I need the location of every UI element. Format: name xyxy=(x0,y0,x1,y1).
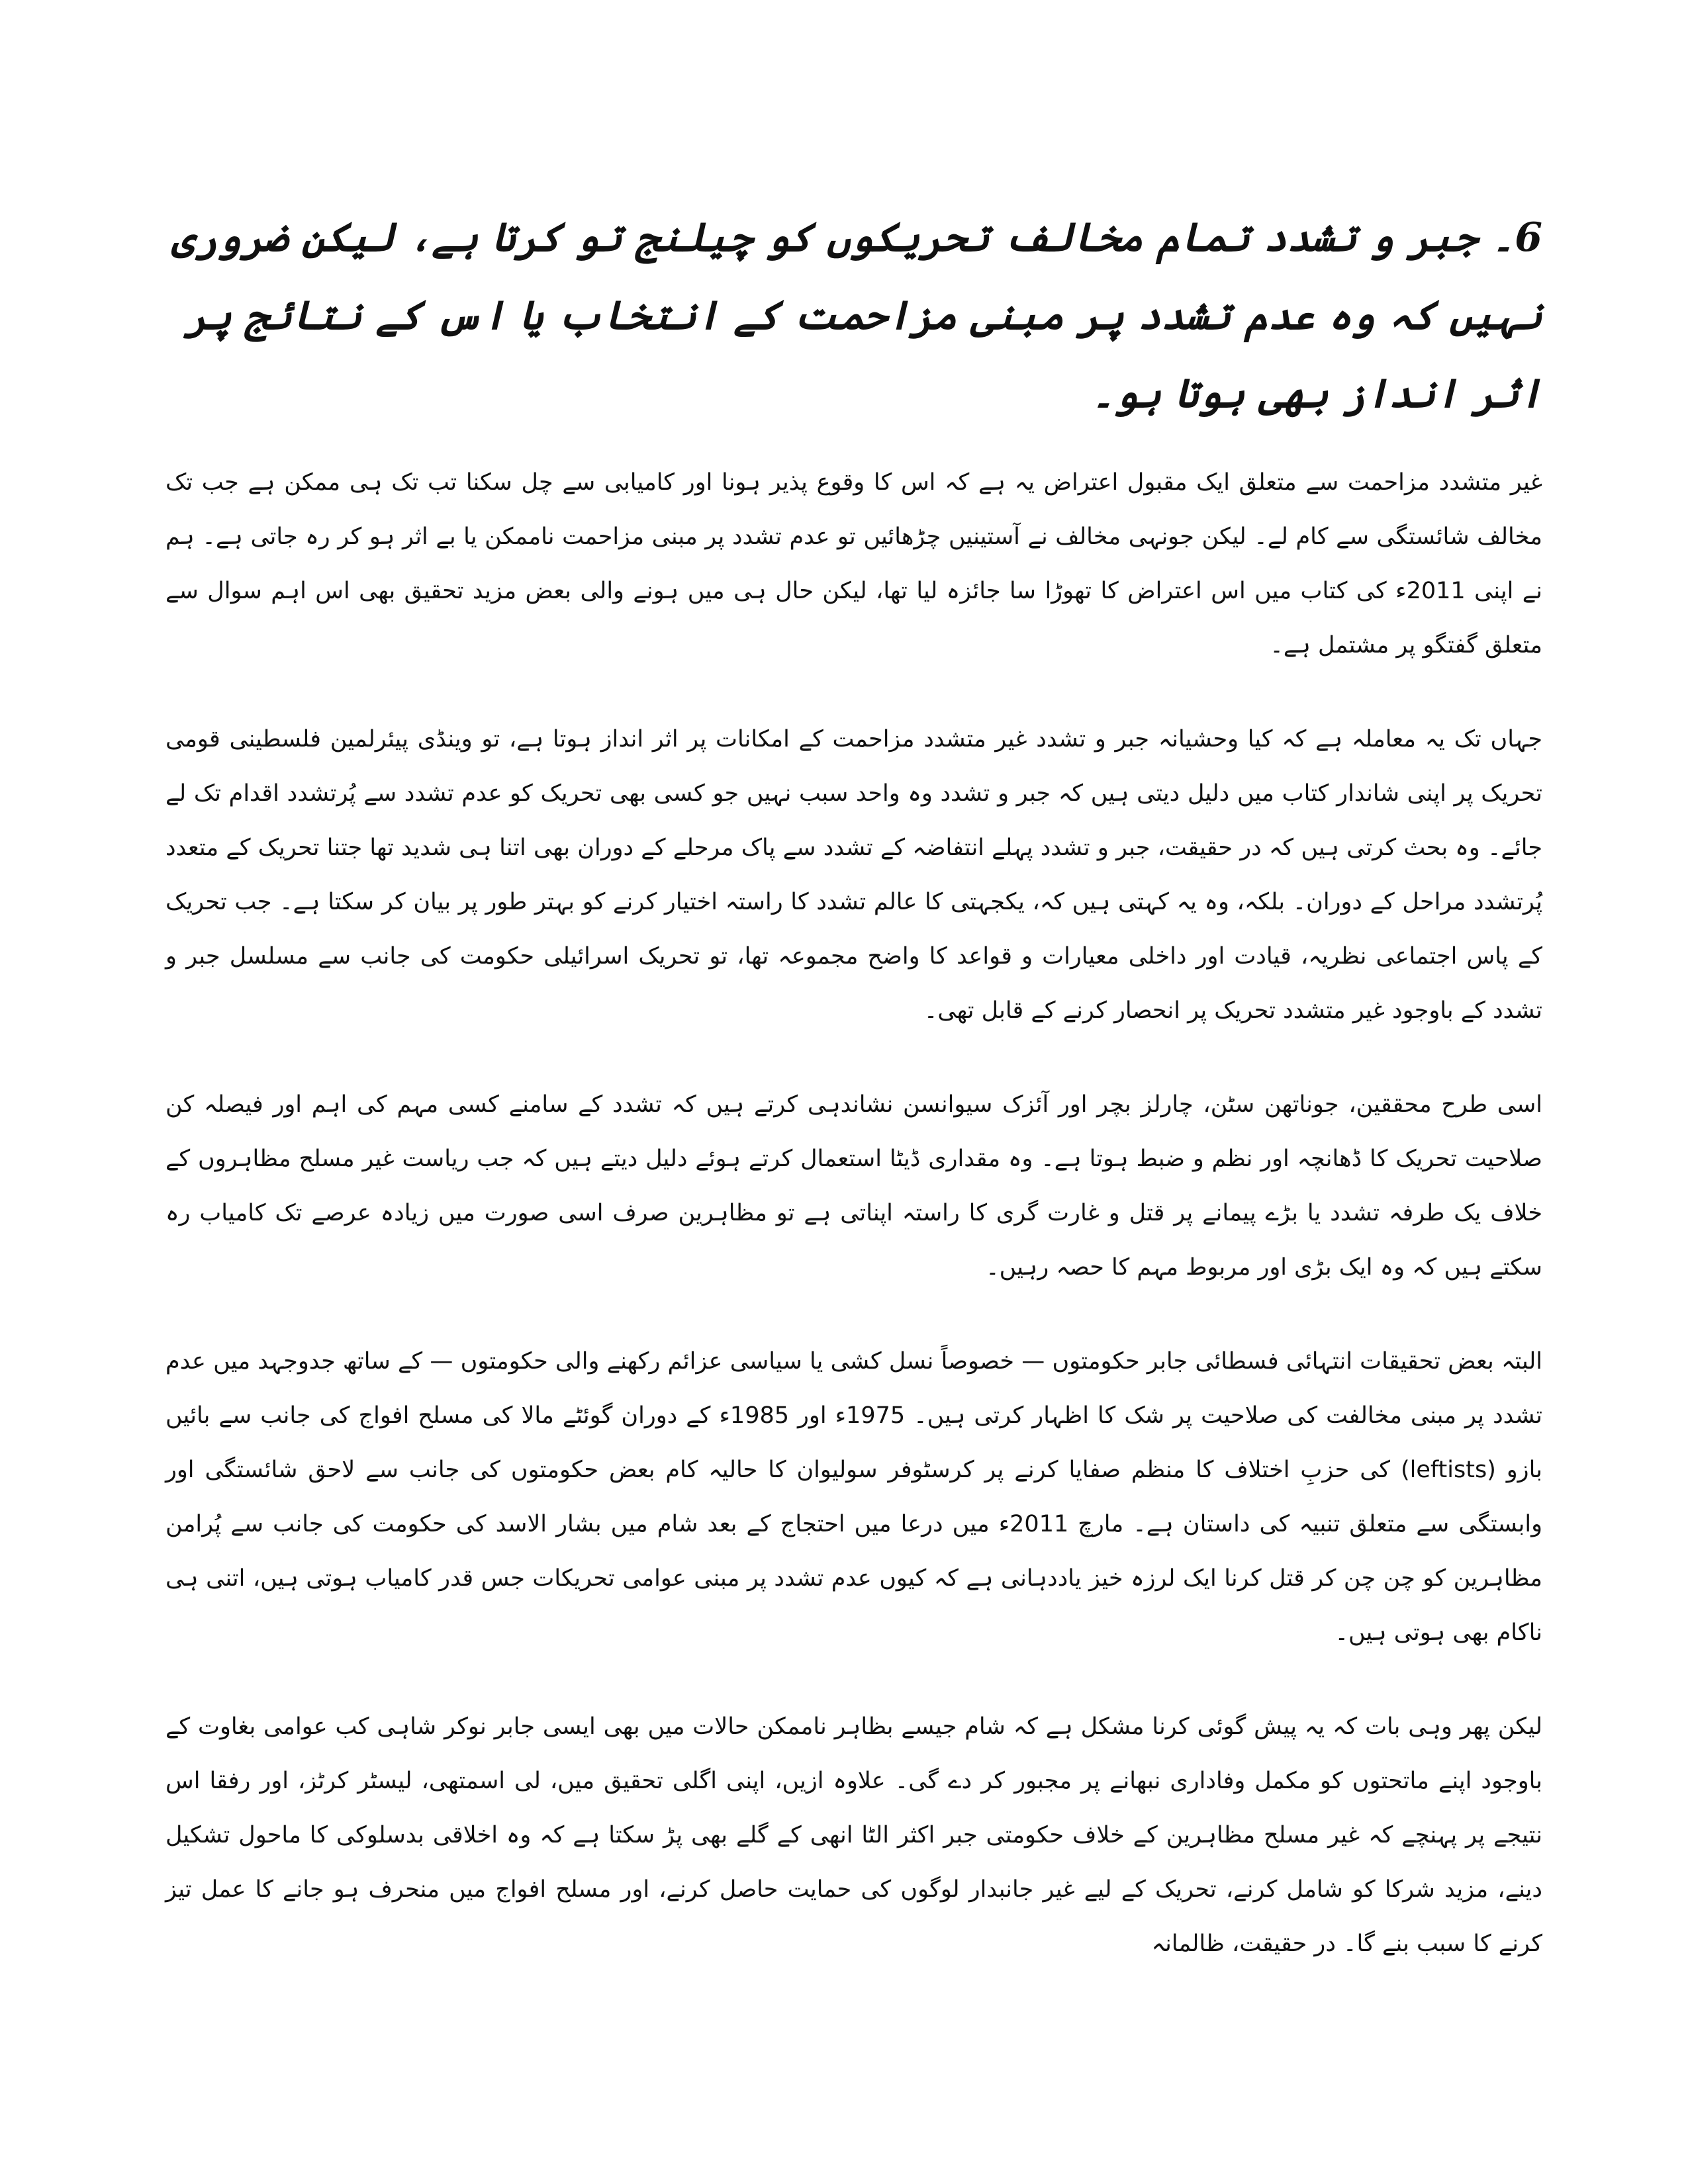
section-heading: 6۔ جبر و تشدد تمام مخالف تحریکوں کو چیلنج تو کرتا ہے، لیکن ضروری نہیں کہ وہ عدم تشدد پر مبنی مزاحمت کے انتخاب یا اس کے نتائج پر اثر انداز بھی ہوتا ہو۔ xyxy=(171,214,1542,417)
document-page xyxy=(165,199,1542,2118)
paragraph-1: غیر متشدد مزاحمت سے متعلق ایک مقبول اعتراض یہ ہے کہ اس کا وقوع پذیر ہونا اور کامیابی سے چل سکنا تب تک ہی ممکن ہے جب تک مخالف شائستگی سے کام لے۔ لیکن جونہی مخالف نے آستینیں چڑھائیں تو عدم تشدد پر مبنی مزاحمت ناممکن یا بے اثر ہو کر رہ جاتی ہے۔ ہم نے اپنی 2011ء کی کتاب میں اس اعتراض کا تھوڑا سا جائزہ لیا تھا، لیکن حال ہی میں ہونے والی بعض مزید تحقیق بھی اس اہم سوال سے متعلق گفتگو پر مشتمل ہے۔ xyxy=(165,469,1542,659)
paragraph-4: البتہ بعض تحقیقات انتہائی فسطائی جابر حکومتوں — خصوصاً نسل کشی یا سیاسی عزائم رکھنے والی حکومتوں — کے ساتھ جدوجہد میں عدم تشدد پر مبنی مخالفت کی صلاحیت پر شک کا اظہار کرتی ہیں۔ 1975ء اور 1985ء کے دوران گوئٹے مالا کی مسلح افواج کی جانب سے بائیں بازو (leftists) کی حزبِ اختلاف کا منظم صفایا کرنے پر کرسٹوفر سولیوان کا حالیہ کام بعض حکومتوں کی جانب سے لاحق شائستگی اور وابستگی سے متعلق تنبیہ کی داستان ہے۔ مارچ 2011ء میں درعا میں احتجاج کے بعد شام میں بشار الاسد کی حکومت کی جانب سے پُرامن مظاہرین کو چن چن کر قتل کرنا ایک لرزہ خیز یاددہانی ہے کہ کیوں عدم تشدد پر مبنی عوامی تحریکات جس قدر کامیاب ہوتی ہیں، اتنی ہی ناکام بھی ہوتی ہیں۔ xyxy=(165,1348,1542,1646)
paragraph-2: جہاں تک یہ معاملہ ہے کہ کیا وحشیانہ جبر و تشدد غیر متشدد مزاحمت کے امکانات پر اثر انداز ہوتا ہے، تو وینڈی پیئرلمین فلسطینی قومی تحریک پر اپنی شاندار کتاب میں دلیل دیتی ہیں کہ جبر و تشدد وہ واحد سبب نہیں جو کسی بھی تحریک کو عدم تشدد سے پُرتشدد اقدام تک لے جائے۔ وہ بحث کرتی ہیں کہ در حقیقت، جبر و تشدد پہلے انتفاضہ کے تشدد سے پاک مرحلے کے دوران بھی اتنا ہی شدید تھا جتنا تحریک کے متعدد پُرتشدد مراحل کے دوران۔ بلکہ، وہ یہ کہتی ہیں کہ، یکجہتی کا عالم تشدد کا راستہ اختیار کرنے کو بہتر طور پر بیان کر سکتا ہے۔ جب تحریک کے پاس اجتماعی نظریہ، قیادت اور داخلی معیارات و قواعد کا واضح مجموعہ تھا، تو تحریک اسرائیلی حکومت کی جانب سے مسلسل جبر و تشدد کے باوجود غیر متشدد تحریک پر انحصار کرنے کے قابل تھی۔ xyxy=(165,726,1542,1024)
paragraph-3: اسی طرح محققین، جوناتھن سٹن، چارلز بچر اور آئزک سیوانسن نشاندہی کرتے ہیں کہ تشدد کے سامنے کسی مہم کی اہم اور فیصلہ کن صلاحیت تحریک کا ڈھانچہ اور نظم و ضبط ہوتا ہے۔ وہ مقداری ڈیٹا استعمال کرتے ہوئے دلیل دیتے ہیں کہ جب ریاست غیر مسلح مظاہروں کے خلاف یک طرفہ تشدد یا بڑے پیمانے پر قتل و غارت گری کا راستہ اپناتی ہے تو مظاہرین صرف اسی صورت میں زیادہ عرصے تک کامیاب رہ سکتے ہیں کہ وہ ایک بڑی اور مربوط مہم کا حصہ رہیں۔ xyxy=(165,1091,1542,1281)
paragraph-5: لیکن پھر وہی بات کہ یہ پیش گوئی کرنا مشکل ہے کہ شام جیسے بظاہر ناممکن حالات میں بھی ایسی جابر نوکر شاہی کب عوامی بغاوت کے باوجود اپنے ماتحتوں کو مکمل وفاداری نبھانے پر مجبور کر دے گی۔ علاوہ ازیں، اپنی اگلی تحقیق میں، لی اسمتھی، لیسٹر کرٹز، اور رفقا اس نتیجے پر پہنچے کہ غیر مسلح مظاہرین کے خلاف حکومتی جبر اکثر الٹا انھی کے گلے بھی پڑ سکتا ہے کہ وہ اخلاقی بدسلوکی کا ماحول تشکیل دینے، مزید شرکا کو شامل کرنے، تحریک کے لیے غیر جانبدار لوگوں کی حمایت حاصل کرنے، اور مسلح افواج میں منحرف ہو جانے کا عمل تیز کرنے کا سبب بنے گا۔ در حقیقت، ظالمانہ xyxy=(165,1713,1542,1957)
